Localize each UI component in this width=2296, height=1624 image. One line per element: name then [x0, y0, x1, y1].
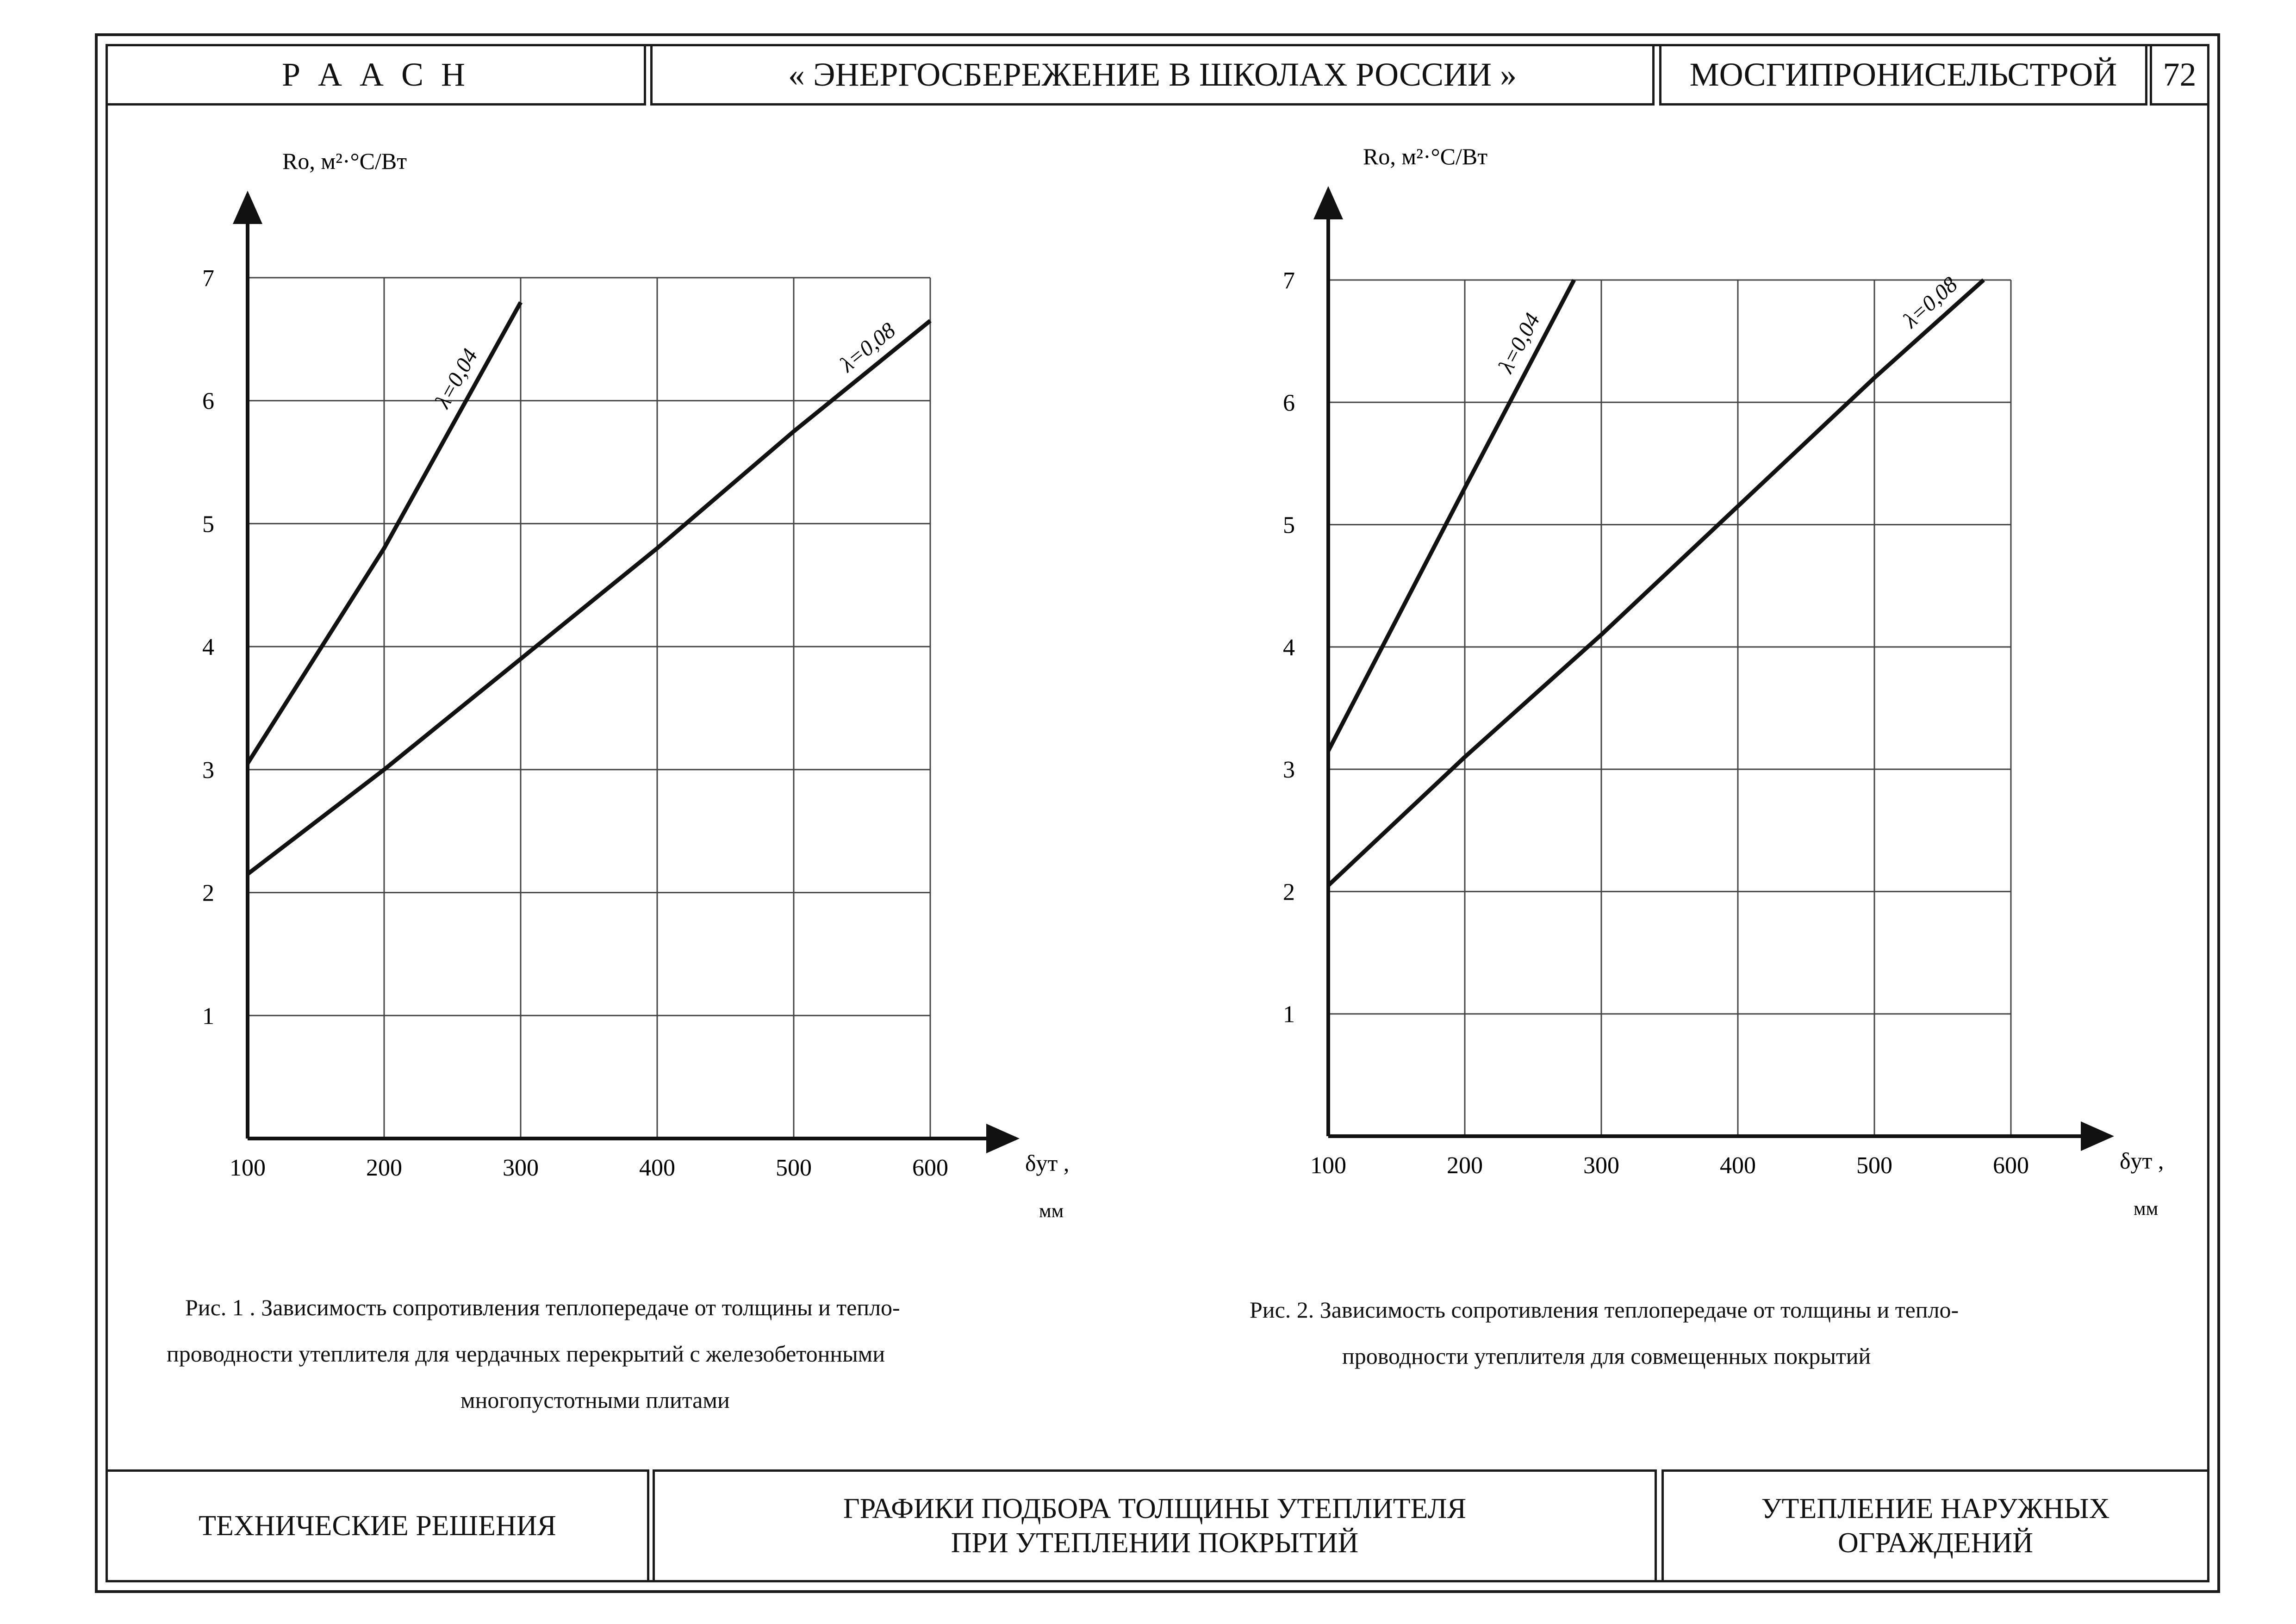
- page-number: 72: [2163, 56, 2196, 93]
- footer-subject-cell: [653, 1469, 1657, 1582]
- fig1-caption: [167, 1284, 1092, 1423]
- chart2-x-tick-label: 100: [1310, 1152, 1346, 1179]
- chart1-x-tick-label: 400: [639, 1155, 675, 1181]
- chart2-x-tick-label: 200: [1447, 1152, 1483, 1179]
- footer-subject-line1: ГРАФИКИ ПОДБОРА ТОЛЩИНЫ УТЕПЛИТЕЛЯ: [843, 1493, 1467, 1524]
- chart2-series-label-1: λ=0,04: [1493, 309, 1545, 377]
- fig1-caption-line1: Рис. 1 . Зависимость сопротивления теплопередаче от толщины и тепло-: [185, 1294, 900, 1320]
- footer-section: ТЕХНИЧЕСКИЕ РЕШЕНИЯ: [199, 1510, 556, 1542]
- chart2-x-tick-label: 300: [1583, 1152, 1619, 1179]
- fig1-caption-line2: проводности утеплителя для чердачных перекрытий с железобетонными: [167, 1341, 885, 1367]
- header-org: Р А А С Н: [281, 56, 470, 93]
- chart2-x-tick-label: 400: [1720, 1152, 1756, 1179]
- chart2-y-tick-label: 7: [1283, 268, 1295, 294]
- header-title: « ЭНЕРГОСБЕРЕЖЕНИЕ В ШКОЛАХ РОССИИ »: [788, 56, 1517, 93]
- chart1-y-tick-label: 5: [202, 511, 214, 538]
- chart1-y-axis-label: Rо, м²·°С/Вт: [282, 148, 407, 174]
- chart2-x-axis-unit: мм: [2134, 1198, 2159, 1220]
- chart2-y-tick-label: 4: [1283, 634, 1295, 661]
- chart1-x-tick-label: 100: [230, 1155, 266, 1181]
- fig2-caption-line2: проводности утеплителя для совмещенных покрытий: [1342, 1343, 1871, 1369]
- chart1-x-axis-unit: мм: [1039, 1201, 1064, 1222]
- chart1-x-tick-label: 500: [776, 1155, 812, 1181]
- chart1-y-tick-label: 1: [202, 1003, 214, 1030]
- footer-subject-line2: ПРИ УТЕПЛЕНИИ ПОКРЫТИЙ: [951, 1527, 1359, 1559]
- chart2-series-line-1: [1328, 280, 1574, 751]
- chart2-x-axis-label: δут ,: [2120, 1148, 2164, 1174]
- chart2-y-tick-label: 2: [1283, 879, 1295, 906]
- chart2-series-label-2: λ=0,08: [1898, 272, 1962, 333]
- chart1-series-line-2: [248, 321, 930, 874]
- footer-topic-line2: ОГРАЖДЕНИЙ: [1838, 1527, 2033, 1559]
- chart1-y-tick-label: 3: [202, 757, 214, 784]
- chart2-x-tick-label: 500: [1856, 1152, 1892, 1179]
- chart1-x-tick-label: 600: [912, 1155, 948, 1181]
- chart1-series-label-1: λ=0,04: [430, 344, 483, 412]
- chart1-y-tick-label: 7: [202, 265, 214, 292]
- chart2-x-tick-label: 600: [1993, 1152, 2029, 1179]
- fig1-caption-line3: многопустотными плитами: [460, 1387, 730, 1413]
- chart2-series-line-2: [1328, 280, 1984, 885]
- header-author: МОСГИПРОНИСЕЛЬСТРОЙ: [1689, 56, 2117, 93]
- chart1-x-tick-label: 300: [503, 1155, 539, 1181]
- chart2-y-tick-label: 1: [1283, 1001, 1295, 1028]
- chart1-y-tick-label: 2: [202, 880, 214, 907]
- chart2-y-axis-label: Rо, м²·°С/Вт: [1363, 143, 1488, 169]
- chart1-y-tick-label: 4: [202, 634, 214, 661]
- chart2-y-tick-label: 5: [1283, 512, 1295, 539]
- chart1-x-axis-label: δут ,: [1025, 1150, 1070, 1176]
- footer-topic-line1: УТЕПЛЕНИЕ НАРУЖНЫХ: [1761, 1493, 2110, 1524]
- chart1-x-tick-label: 200: [366, 1155, 402, 1181]
- footer-topic-cell: [1661, 1469, 2209, 1582]
- chart1-series-label-2: λ=0,08: [835, 317, 900, 377]
- fig2-caption-line1: Рис. 2. Зависимость сопротивления теплопередаче от толщины и тепло-: [1250, 1297, 1959, 1323]
- chart2-y-tick-label: 3: [1283, 757, 1295, 784]
- chart1-y-tick-label: 6: [202, 388, 214, 415]
- chart2-y-tick-label: 6: [1283, 390, 1295, 417]
- footer-section-cell: [106, 1469, 649, 1582]
- fig2-caption: [1250, 1287, 2175, 1379]
